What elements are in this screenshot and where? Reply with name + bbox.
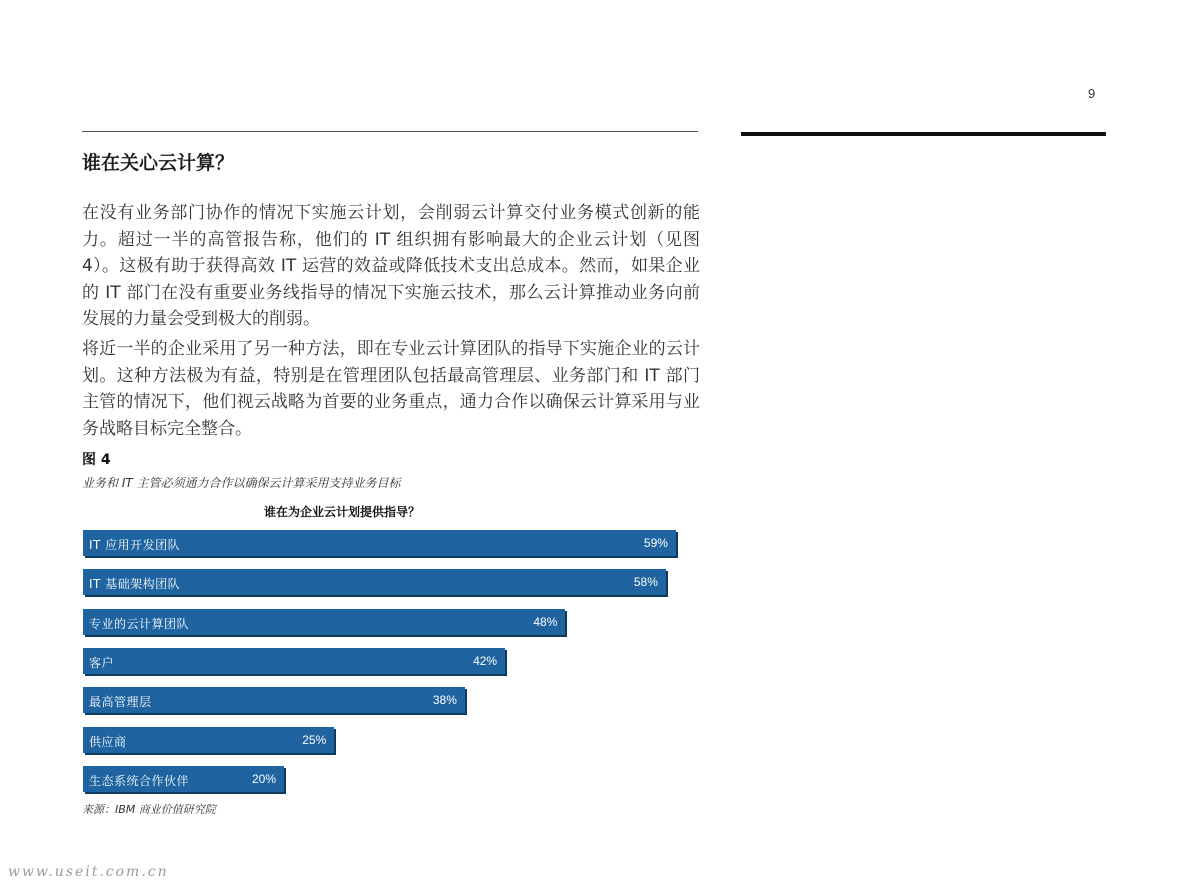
bar-value-label: 58% <box>633 575 658 590</box>
bar-category-label: 专业的云计算团队 <box>89 616 190 631</box>
figure-label: 图 4 <box>82 452 111 468</box>
bar-value-label: 48% <box>533 614 558 629</box>
bar-category-label: 生态系统合作伙伴 <box>89 773 190 788</box>
paragraph-2: 将近一半的企业采用了另一种方法，即在专业云计算团队的指导下实施企业的云计划。这种方法极为有益，特别是在管理团队包括最高管理层、业务部门和 IT 部门主管的情况下，他们视云战略为首要的业务重点，通力合作以确保云计算采用与业务战略目标完全整合。 <box>82 339 700 439</box>
bar <box>83 569 666 595</box>
bar-value-label: 25% <box>302 732 327 747</box>
chart-title: 谁在为企业云计划提供指导？ <box>263 505 420 519</box>
bar-value-label: 38% <box>432 693 457 708</box>
bar-value-label: 20% <box>251 771 276 786</box>
bar-category-label: 最高管理层 <box>89 695 152 710</box>
left-divider <box>82 131 698 132</box>
watermark: www.useit.com.cn <box>8 864 169 880</box>
figure-caption: 业务和 IT 主管必须通力合作以确保云计算采用支持业务目标 <box>82 476 401 490</box>
bar <box>83 648 505 674</box>
bar-value-label: 42% <box>473 653 498 668</box>
section-title: 谁在关心云计算？ <box>82 152 235 174</box>
paragraph-1: 在没有业务部门协作的情况下实施云计划，会削弱云计算交付业务模式创新的能力。超过一半的高管报告称，他们的 IT 组织拥有影响最大的企业云计划（见图 4）。这极有助于获得高效 IT 运营的效益或降低技术支出总成本。然而，如果企业的 IT 部门在没有重要业务线指导的情况下实施云技术，那么云计算推动业务向前发展的力量会受到极大的削弱。 <box>82 203 700 329</box>
bar <box>83 766 284 792</box>
bar-category-label: 供应商 <box>89 734 127 749</box>
bar <box>83 609 565 635</box>
bar <box>83 687 465 713</box>
page-number: 9 <box>1088 86 1096 101</box>
bar <box>83 530 676 556</box>
bar-category-label: 客户 <box>89 655 115 670</box>
figure-source: 来源：IBM 商业价值研究院 <box>82 803 216 816</box>
bar-value-label: 59% <box>643 536 668 550</box>
bar-category-label: IT 应用开发团队 <box>89 538 181 552</box>
right-divider <box>741 132 1106 136</box>
bar <box>83 727 334 753</box>
bar-chart <box>83 530 703 795</box>
bar-category-label: IT 基础架构团队 <box>89 577 181 592</box>
